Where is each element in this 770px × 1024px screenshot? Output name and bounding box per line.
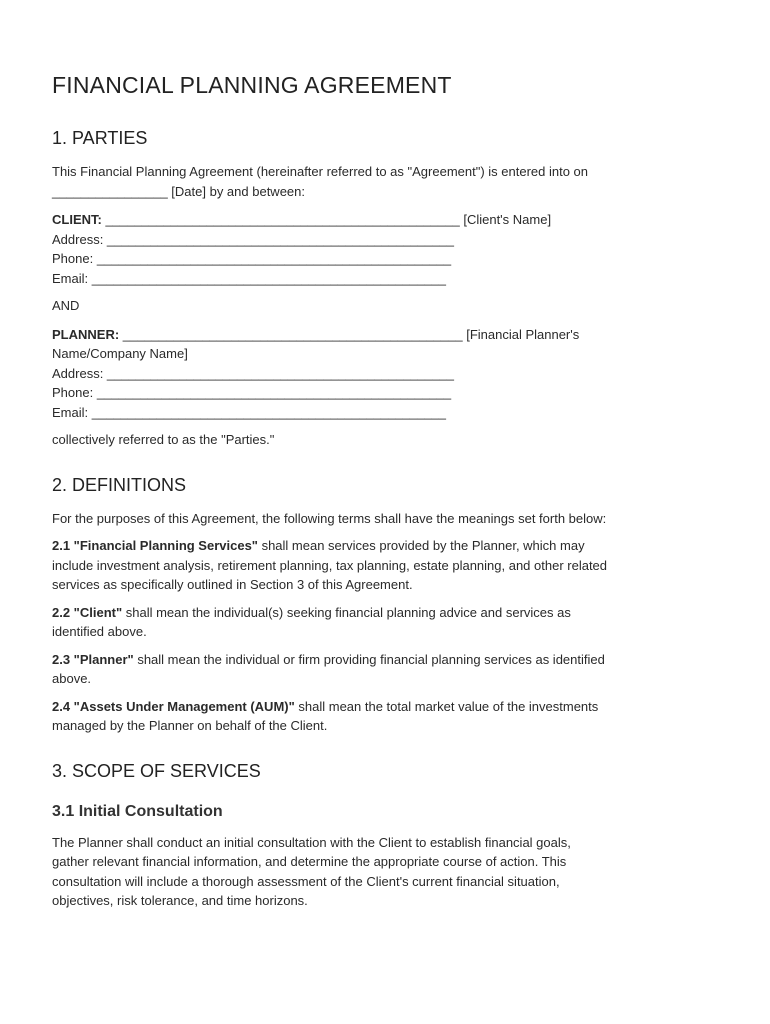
planner-email-line: Email: _________________________________________________ (52, 404, 446, 420)
paragraph-line: gather relevant financial information, and determine the appropriate course of action. This (52, 854, 567, 869)
definitions-intro: For the purposes of this Agreement, the following terms shall have the meanings set forth below: (52, 510, 607, 526)
definition-line: managed by the Planner on behalf of the Client. (52, 718, 328, 733)
definition-text: shall mean services provided by the Planner, which may (257, 538, 585, 553)
planner-block (52, 325, 730, 423)
paragraph-line: consultation will include a thorough assessment of the Client's current financial situation, (52, 873, 560, 889)
paragraph-line: objectives, risk tolerance, and time horizons. (52, 893, 308, 908)
initial-consultation-paragraph (52, 833, 730, 911)
paragraph-line: The Planner shall conduct an initial consultation with the Client to establish financial goals, (52, 834, 571, 850)
planner-name-line-2: Name/Company Name] (52, 346, 188, 361)
definition-item-2-3 (52, 650, 730, 689)
parties-intro-line-1: This Financial Planning Agreement (hereinafter referred to as "Agreement") is entered into on (52, 164, 589, 179)
definition-item-2-4 (52, 697, 730, 736)
definition-line: identified above. (52, 624, 147, 639)
definition-line (52, 697, 730, 717)
planner-phone-line: Phone: _________________________________________________ (52, 385, 452, 400)
definition-text: shall mean the individual(s) seeking financial planning advice and services as (122, 604, 571, 620)
definition-term: 2.2 "Client" (52, 604, 123, 620)
client-block (52, 210, 730, 288)
definition-line: services as specifically outlined in Section 3 of this Agreement. (52, 577, 413, 592)
section-heading-scope: 3. SCOPE OF SERVICES (52, 760, 261, 781)
client-email-line: Email: _________________________________________________ (52, 270, 446, 286)
client-name-line (52, 210, 730, 230)
definition-item-2-1 (52, 536, 730, 595)
definition-item-2-2 (52, 603, 730, 642)
client-label: CLIENT: (52, 212, 102, 227)
collectively-text: collectively referred to as the "Parties." (52, 432, 275, 447)
client-phone-line: Phone: _________________________________________________ (52, 251, 452, 266)
definition-line: include investment analysis, retirement planning, tax planning, estate planning, and other related (52, 557, 608, 573)
section-heading-parties: 1. PARTIES (52, 128, 148, 148)
definition-line (52, 536, 730, 556)
client-name-field: _________________________________________________ [Client's Name] (101, 212, 552, 227)
definition-line: above. (52, 671, 92, 686)
planner-address-line: Address: ________________________________________________ (52, 365, 454, 381)
definition-term: 2.4 "Assets Under Management (AUM)" (52, 698, 295, 714)
planner-name-line (52, 325, 730, 345)
definition-text: shall mean the total market value of the investments (294, 698, 599, 714)
definition-line (52, 650, 730, 670)
and-separator: AND (52, 298, 80, 313)
definition-line (52, 603, 730, 623)
definition-text: shall mean the individual or firm providing financial planning services as identified (133, 651, 605, 667)
section-heading-definitions: 2. DEFINITIONS (52, 474, 187, 495)
definition-term: 2.1 "Financial Planning Services" (52, 538, 258, 553)
definition-term: 2.3 "Planner" (52, 651, 134, 667)
subsection-heading-initial-consultation: 3.1 Initial Consultation (52, 802, 223, 820)
planner-label: PLANNER: (52, 326, 120, 342)
document-title: FINANCIAL PLANNING AGREEMENT (52, 72, 452, 98)
planner-name-field: _______________________________________________ [Financial Planner's (119, 326, 580, 342)
client-address-line: Address: ________________________________________________ (52, 231, 454, 247)
parties-intro-line-2: ________________ [Date] by and between: (52, 183, 305, 199)
parties-intro (52, 162, 730, 201)
